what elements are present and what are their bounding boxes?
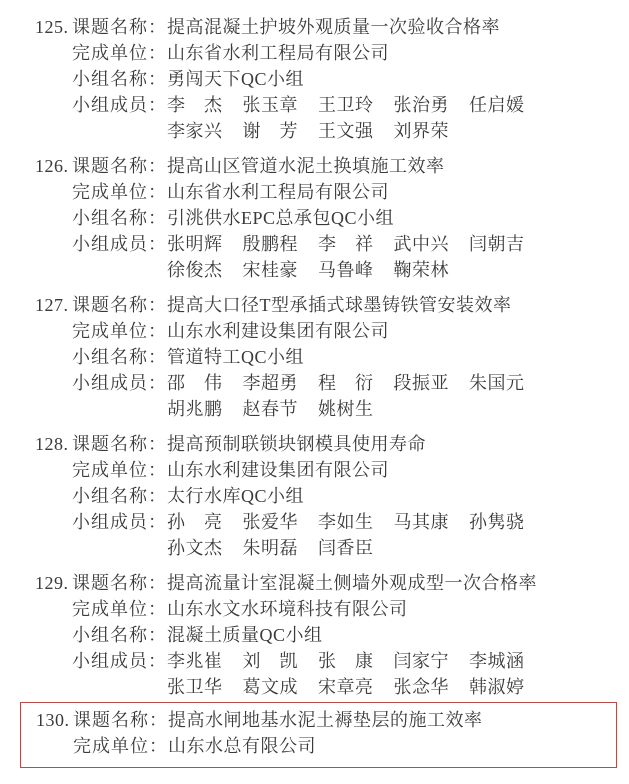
unit-label: 完成单位：: [72, 460, 167, 480]
topic-label: 课题名称：: [72, 573, 167, 593]
member-name: 李家兴: [167, 121, 223, 141]
members-row-2: [72, 396, 629, 422]
member-name: 李 杰: [167, 95, 223, 115]
entry-number: 130.: [36, 710, 70, 730]
topic-row: [35, 14, 629, 40]
member-name: 李如生: [318, 512, 374, 532]
unit-value: 山东省水利工程局有限公司: [167, 43, 389, 63]
member-name: 闫香臣: [318, 538, 374, 558]
member-name: 张 康: [318, 651, 374, 671]
member-name: 马其康: [393, 512, 449, 532]
entry-number: 126.: [35, 156, 69, 176]
unit-row: [72, 179, 629, 205]
topic-label: 课题名称：: [72, 17, 167, 37]
member-name: 刘界荣: [393, 121, 449, 141]
members-label: 小组成员：: [72, 373, 167, 393]
members-label: 小组成员：: [72, 234, 167, 254]
member-name: 韩淑婷: [469, 677, 525, 697]
topic-value: 提高水闸地基水泥土褥垫层的施工效率: [168, 710, 483, 730]
members-row-2: [72, 118, 629, 144]
member-name: 孙 亮: [167, 512, 223, 532]
group-value: 管道特工QC小组: [167, 347, 305, 367]
unit-label: 完成单位：: [72, 182, 167, 202]
members-row: [72, 92, 629, 118]
unit-row: [72, 596, 629, 622]
member-name: 宋章亮: [318, 677, 374, 697]
entry-127: [35, 292, 629, 422]
member-name: 宋桂豪: [242, 260, 298, 280]
unit-value: 山东水利建设集团有限公司: [167, 321, 389, 341]
member-name: 程 衍: [318, 373, 374, 393]
group-value: 混凝土质量QC小组: [167, 625, 323, 645]
member-name: 闫朝吉: [469, 234, 525, 254]
unit-value: 山东水文水环境科技有限公司: [167, 599, 408, 619]
group-value: 勇闯天下QC小组: [167, 69, 305, 89]
member-name: 张明辉: [167, 234, 223, 254]
member-name: 赵春节: [242, 399, 298, 419]
group-value: 太行水库QC小组: [167, 486, 305, 506]
member-name: 鞠荣林: [393, 260, 449, 280]
topic-row: [35, 570, 629, 596]
member-name: 孙隽骁: [469, 512, 525, 532]
group-label: 小组名称：: [72, 208, 167, 228]
members-row-2: [72, 535, 629, 561]
topic-value: 提高山区管道水泥土换填施工效率: [167, 156, 445, 176]
member-name: 孙文杰: [167, 538, 223, 558]
group-row: [72, 205, 629, 231]
unit-label: 完成单位：: [72, 599, 167, 619]
member-name: 胡兆鹏: [167, 399, 223, 419]
topic-label: 课题名称：: [72, 434, 167, 454]
member-name: 邵 伟: [167, 373, 223, 393]
member-name: 葛文成: [242, 677, 298, 697]
entry-number: 129.: [35, 573, 69, 593]
topic-label: 课题名称：: [72, 295, 167, 315]
entry-129: [35, 570, 629, 700]
members-row: [72, 648, 629, 674]
unit-value: 山东水利建设集团有限公司: [167, 460, 389, 480]
member-name: 张玉章: [242, 95, 298, 115]
group-label: 小组名称：: [72, 69, 167, 89]
group-row: [72, 344, 629, 370]
member-name: 朱明磊: [242, 538, 298, 558]
unit-label: 完成单位：: [72, 43, 167, 63]
member-name: 武中兴: [393, 234, 449, 254]
member-name: 任启媛: [469, 95, 525, 115]
entry-number: 125.: [35, 17, 69, 37]
group-label: 小组名称：: [72, 625, 167, 645]
members-row: [72, 370, 629, 396]
member-name: 殷鹏程: [242, 234, 298, 254]
member-name: 刘 凯: [242, 651, 298, 671]
unit-label: 完成单位：: [73, 736, 168, 756]
member-name: 王卫玲: [318, 95, 374, 115]
topic-label: 课题名称：: [73, 710, 168, 730]
entry-126: [35, 153, 629, 283]
members-row: [72, 231, 629, 257]
member-name: 李兆崔: [167, 651, 223, 671]
unit-row: [72, 318, 629, 344]
member-name: 马鲁峰: [318, 260, 374, 280]
entry-125: [35, 14, 629, 144]
unit-value: 山东水总有限公司: [168, 736, 316, 756]
topic-value: 提高混凝土护坡外观质量一次验收合格率: [167, 17, 500, 37]
topic-row: [35, 153, 629, 179]
member-name: 闫家宁: [393, 651, 449, 671]
member-name: 李 祥: [318, 234, 374, 254]
members-row: [72, 509, 629, 535]
members-label: 小组成员：: [72, 95, 167, 115]
group-row: [72, 622, 629, 648]
member-name: 谢 芳: [242, 121, 298, 141]
members-row-2: [72, 674, 629, 700]
entry-number: 128.: [35, 434, 69, 454]
unit-value: 山东省水利工程局有限公司: [167, 182, 389, 202]
member-name: 张念华: [393, 677, 449, 697]
member-name: 王文强: [318, 121, 374, 141]
members-label: 小组成员：: [72, 512, 167, 532]
member-name: 张爱华: [242, 512, 298, 532]
entry-130: [36, 707, 616, 759]
members-row-2: [72, 257, 629, 283]
group-row: [72, 66, 629, 92]
unit-row: [72, 40, 629, 66]
topic-row: [35, 292, 629, 318]
member-name: 朱国元: [469, 373, 525, 393]
highlight-box: [20, 702, 617, 768]
unit-label: 完成单位：: [72, 321, 167, 341]
member-name: 张治勇: [393, 95, 449, 115]
topic-label: 课题名称：: [72, 156, 167, 176]
member-name: 李城涵: [469, 651, 525, 671]
member-name: 李超勇: [242, 373, 298, 393]
group-row: [72, 483, 629, 509]
member-name: 张卫华: [167, 677, 223, 697]
entry-128: [35, 431, 629, 561]
topic-value: 提高流量计室混凝土侧墙外观成型一次合格率: [167, 573, 537, 593]
group-value: 引洮供水EPC总承包QC小组: [167, 208, 395, 228]
topic-row: [36, 707, 616, 733]
member-name: 徐俊杰: [167, 260, 223, 280]
unit-row: [72, 457, 629, 483]
member-name: 姚树生: [318, 399, 374, 419]
topic-value: 提高大口径T型承插式球墨铸铁管安装效率: [167, 295, 512, 315]
entry-number: 127.: [35, 295, 69, 315]
topic-row: [35, 431, 629, 457]
unit-row: [73, 733, 616, 759]
group-label: 小组名称：: [72, 486, 167, 506]
topic-value: 提高预制联锁块钢模具使用寿命: [167, 434, 426, 454]
members-label: 小组成员：: [72, 651, 167, 671]
group-label: 小组名称：: [72, 347, 167, 367]
member-name: 段振亚: [393, 373, 449, 393]
